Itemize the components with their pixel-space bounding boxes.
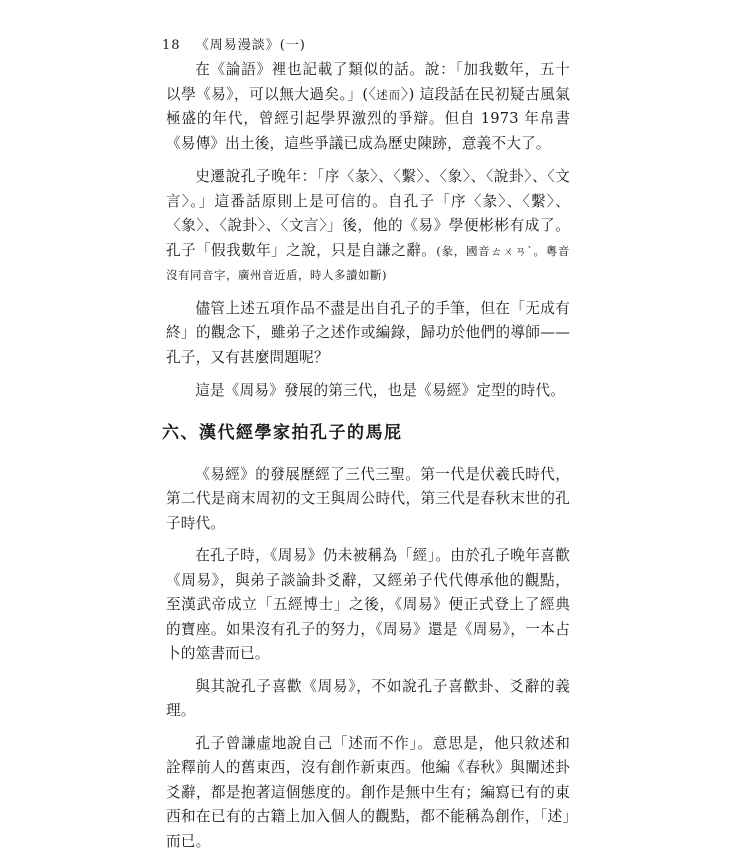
running-title: 《周易漫談》(一): [196, 38, 306, 53]
paragraph: 在孔子時，《周易》仍未被稱為「經」。由於孔子晚年喜歡《周易》，與弟子談論卦爻辭，又經弟子代代傳承他的觀點，至漢武帝成立「五經博士」之後，《周易》便正式登上了經典的寶座。如果沒有孔子的努力，《周易》還是《周易》，一本占卜的筮書而已。: [166, 544, 570, 667]
paragraph: 在《論語》裡也記載了類似的話。說：「加我數年，五十以學《易》，可以無大過矣。」(〈述而〉) 這段話在民初疑古風氣極盛的年代，曾經引起學界激烈的爭辯。但自 1973 年帛書《易傳》出土後，這些爭議已成為歷史陳跡，意義不大了。: [166, 58, 570, 156]
section-heading: 六、漢代經學家拍孔子的馬屁: [162, 421, 570, 445]
paragraph: 這是《周易》發展的第三代，也是《易經》定型的時代。: [166, 379, 570, 404]
paragraph: 儘管上述五項作品不盡是出自孔子的手筆，但在「无成有終」的觀念下，雖弟子之述作或編錄，歸功於他們的導師——孔子，又有甚麼問題呢？: [166, 297, 570, 371]
page-body: [166, 58, 570, 854]
paragraph: 與其說孔子喜歡《周易》，不如說孔子喜歡卦、爻辭的義理。: [166, 675, 570, 724]
paragraph: 孔子曾謙虛地說自己「述而不作」。意思是，他只敘述和詮釋前人的舊東西，沒有創作新東西。他編《春秋》與闡述卦爻辭，都是抱著這個態度的。創作是無中生有；編寫已有的東西和在已有的古籍上加入個人的觀點，都不能稱為創作，「述」而已。: [166, 732, 570, 854]
paragraph: 《易經》的發展歷經了三代三聖。第一代是伏羲氏時代，第二代是商末周初的文王與周公時代，第三代是春秋末世的孔子時代。: [166, 463, 570, 537]
running-header: [162, 34, 306, 53]
inline-note: 述而: [376, 88, 401, 102]
paragraph: 史遷說孔子晚年：「序〈彖〉、〈繫〉、〈象〉、〈說卦〉、〈文言〉。」這番話原則上是可信的。自孔子「序〈彖〉、〈繫〉、〈象〉、〈說卦〉、〈文言〉」後，他的《易》學便彬彬有成了。孔子「假我數年」之說，只是自謙之辭。(彖，國音ㄊㄨㄢˋ。粵音沒有同音字，廣州音近盾，時人多讀如斷): [166, 165, 570, 288]
inline-note: (彖，國音ㄊㄨㄢˋ。粵音沒有同音字，廣州音近盾，時人多讀如斷): [166, 244, 570, 283]
page-number: 18: [162, 38, 181, 53]
